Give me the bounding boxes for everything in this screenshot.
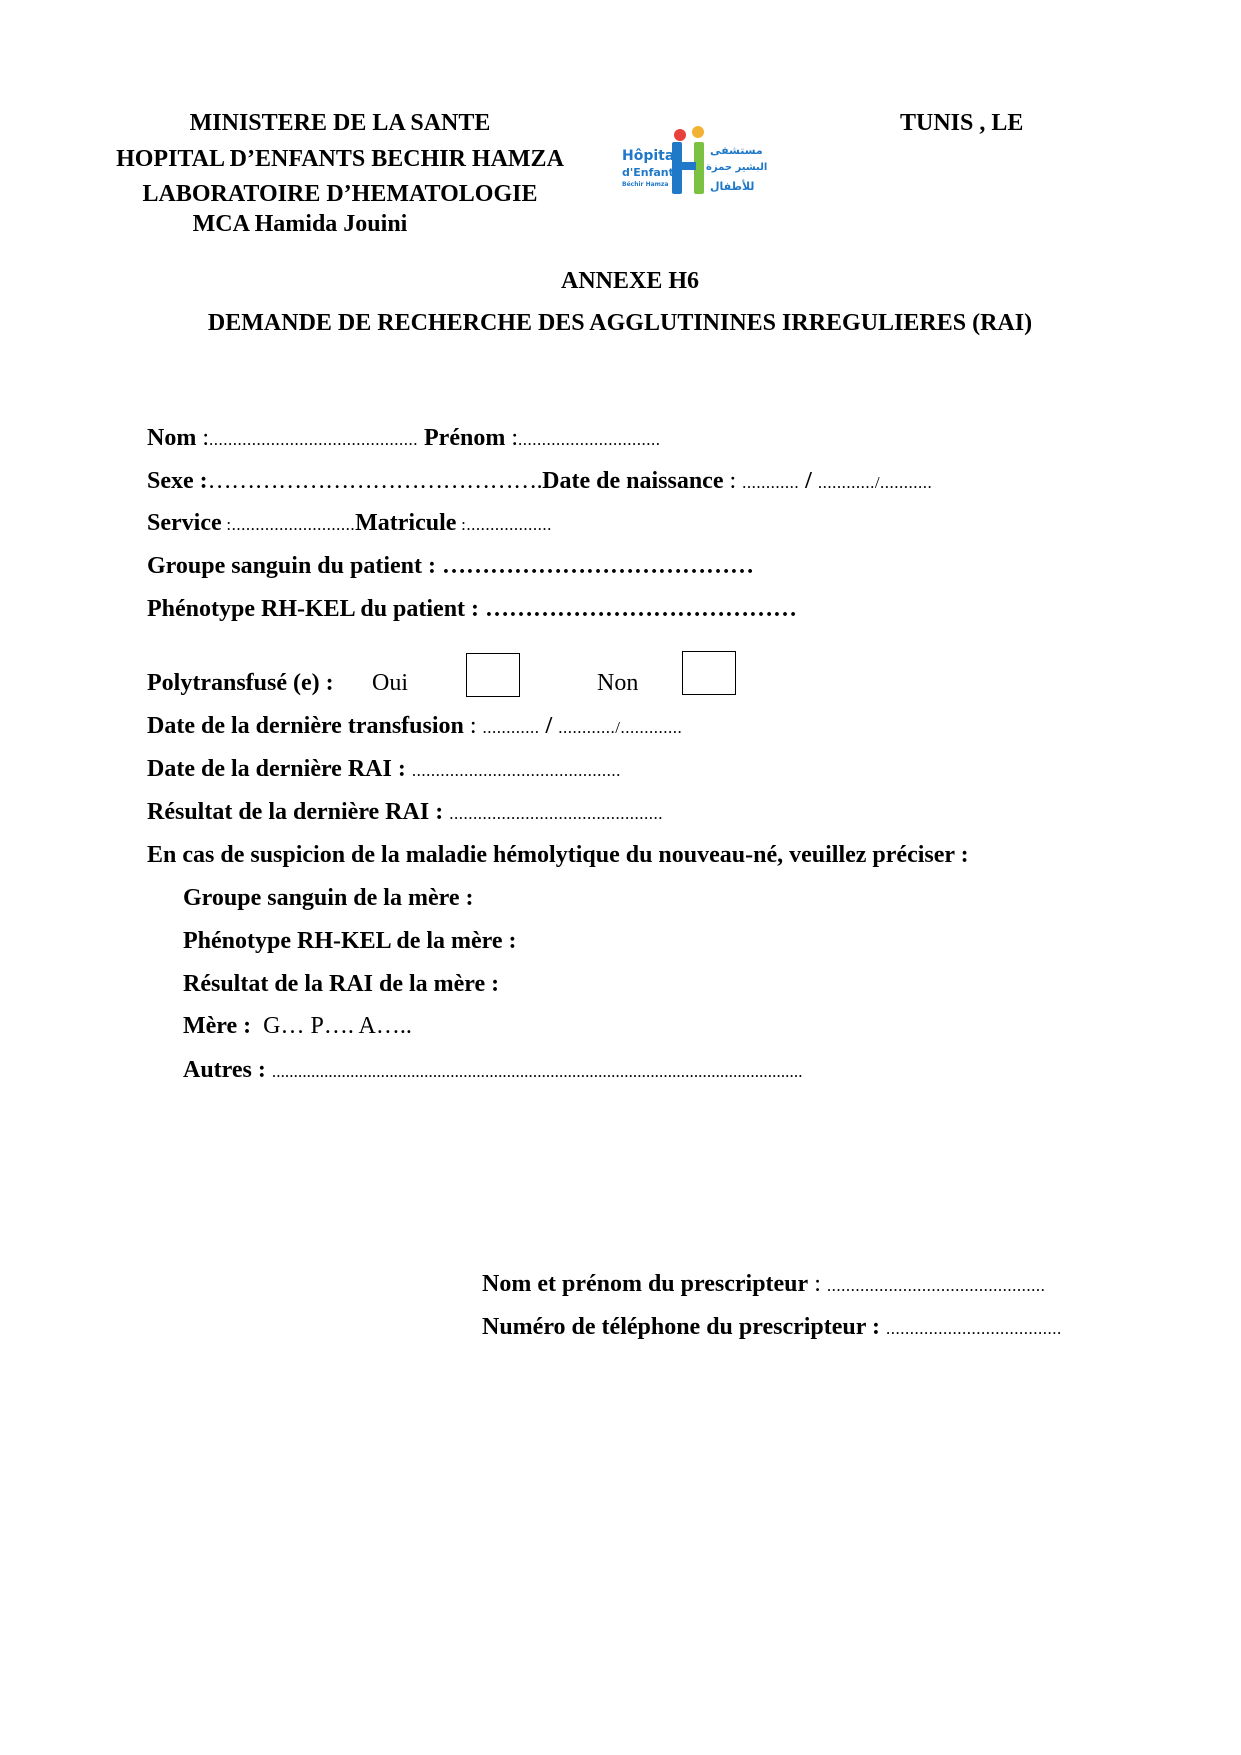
service-matricule-row	[147, 510, 552, 537]
prescriber-name-field[interactable]: ..............................................	[826, 1276, 1046, 1295]
mere-phenotype-label: Phénotype RH-KEL de la mère :	[183, 928, 517, 954]
last-transfusion-sep: :	[463, 713, 483, 739]
last-transfusion-row	[147, 713, 682, 740]
last-transfusion-month-year-field[interactable]: ............/.............	[558, 718, 683, 737]
polytransfuse-label: Polytransfusé (e) :	[147, 670, 334, 696]
service-label: Service	[147, 510, 222, 536]
prescriber-name-label: Nom et prénom du prescripteur	[482, 1271, 809, 1297]
autres-row	[183, 1057, 803, 1084]
matricule-label: Matricule	[355, 510, 457, 536]
groupe-field[interactable]: …………………………………	[441, 553, 754, 579]
dob-day-field[interactable]: ............	[742, 473, 800, 492]
logo-latin-3: Béchir Hamza	[622, 181, 669, 188]
last-rai-label: Date de la dernière RAI :	[147, 756, 412, 782]
oui-checkbox[interactable]	[466, 653, 520, 697]
nom-prenom-row	[147, 425, 660, 452]
last-rai-row	[147, 756, 621, 783]
dob-label: Date de naissance	[542, 468, 724, 494]
non-checkbox[interactable]	[682, 651, 736, 695]
annex-title: ANNEXE H6	[560, 268, 699, 294]
logo-latin-2: d'Enfants	[622, 166, 681, 179]
phenotype-field[interactable]: …………………………………	[485, 596, 798, 622]
oui-label: Oui	[372, 670, 408, 696]
sexe-label: Sexe :	[147, 468, 208, 494]
groupe-row	[147, 553, 754, 580]
matricule-field[interactable]: :..................	[456, 515, 552, 534]
prescriber-name-row	[482, 1271, 1045, 1298]
prescriber-name-sep: :	[808, 1271, 827, 1297]
mere-rai-label: Résultat de la RAI de la mère :	[183, 971, 500, 997]
phenotype-row	[147, 596, 797, 623]
document-title: DEMANDE DE RECHERCHE DES AGGLUTININES IRREGULIERES (RAI)	[207, 310, 1033, 336]
non-label: Non	[597, 670, 639, 696]
hospital-logo	[622, 122, 768, 200]
service-field[interactable]: :..........................	[221, 515, 356, 534]
prescriber-phone-row	[482, 1314, 1062, 1341]
prescriber-phone-label: Numéro de téléphone du prescripteur :	[482, 1314, 886, 1340]
prenom-sep: :	[505, 425, 518, 451]
sexe-dob-row	[147, 468, 932, 495]
logo-arabic-3: للأطفال	[710, 180, 755, 193]
last-rai-field[interactable]: ............................................	[411, 761, 621, 780]
nom-field[interactable]: ............................................	[209, 430, 418, 449]
phenotype-label: Phénotype RH-KEL du patient :	[147, 596, 486, 622]
nom-sep: :	[196, 425, 209, 451]
prenom-field[interactable]: ..............................	[517, 430, 661, 449]
nom-label: Nom	[147, 425, 197, 451]
last-transfusion-day-field[interactable]: ............	[482, 718, 540, 737]
sexe-field[interactable]: …………………………………….	[207, 468, 543, 494]
mere-gpa-field[interactable]: G… P…. A…..	[263, 1013, 412, 1039]
dob-month-year-field[interactable]: ............/...........	[817, 473, 933, 492]
logo-arabic-1: مستشفى	[710, 144, 763, 157]
last-transfusion-label: Date de la dernière transfusion	[147, 713, 464, 739]
place-date: TUNIS , LE	[900, 110, 1024, 136]
doctor-name: MCA Hamida Jouini	[192, 211, 408, 237]
suspicion-heading: En cas de suspicion de la maladie hémolytique du nouveau-né, veuillez préciser :	[147, 842, 969, 868]
autres-label: Autres :	[183, 1057, 272, 1083]
mere-gpa-row	[183, 1013, 412, 1040]
result-rai-field[interactable]: .............................................	[449, 804, 663, 823]
polytransfuse-row	[147, 670, 334, 697]
autres-field[interactable]: ..........................................................................................................................	[271, 1062, 803, 1081]
dob-slash: /	[799, 468, 818, 494]
mere-groupe-label: Groupe sanguin de la mère :	[183, 885, 474, 911]
hospital-title: HOPITAL D’ENFANTS BECHIR HAMZA	[116, 146, 564, 172]
ministry-title: MINISTERE DE LA SANTE	[189, 110, 491, 136]
result-rai-row	[147, 799, 663, 826]
last-transfusion-slash: /	[539, 713, 559, 739]
dob-sep: :	[723, 468, 743, 494]
lab-title: LABORATOIRE D’HEMATOLOGIE	[142, 181, 538, 207]
prenom-label: Prénom	[424, 425, 506, 451]
groupe-label: Groupe sanguin du patient :	[147, 553, 442, 579]
mere-label: Mère :	[183, 1013, 252, 1039]
logo-arabic-2: البشير حمزة	[706, 162, 768, 173]
logo-latin-1: Hôpital	[622, 148, 680, 164]
result-rai-label: Résultat de la dernière RAI :	[147, 799, 450, 825]
prescriber-phone-field[interactable]: .....................................	[885, 1319, 1062, 1338]
